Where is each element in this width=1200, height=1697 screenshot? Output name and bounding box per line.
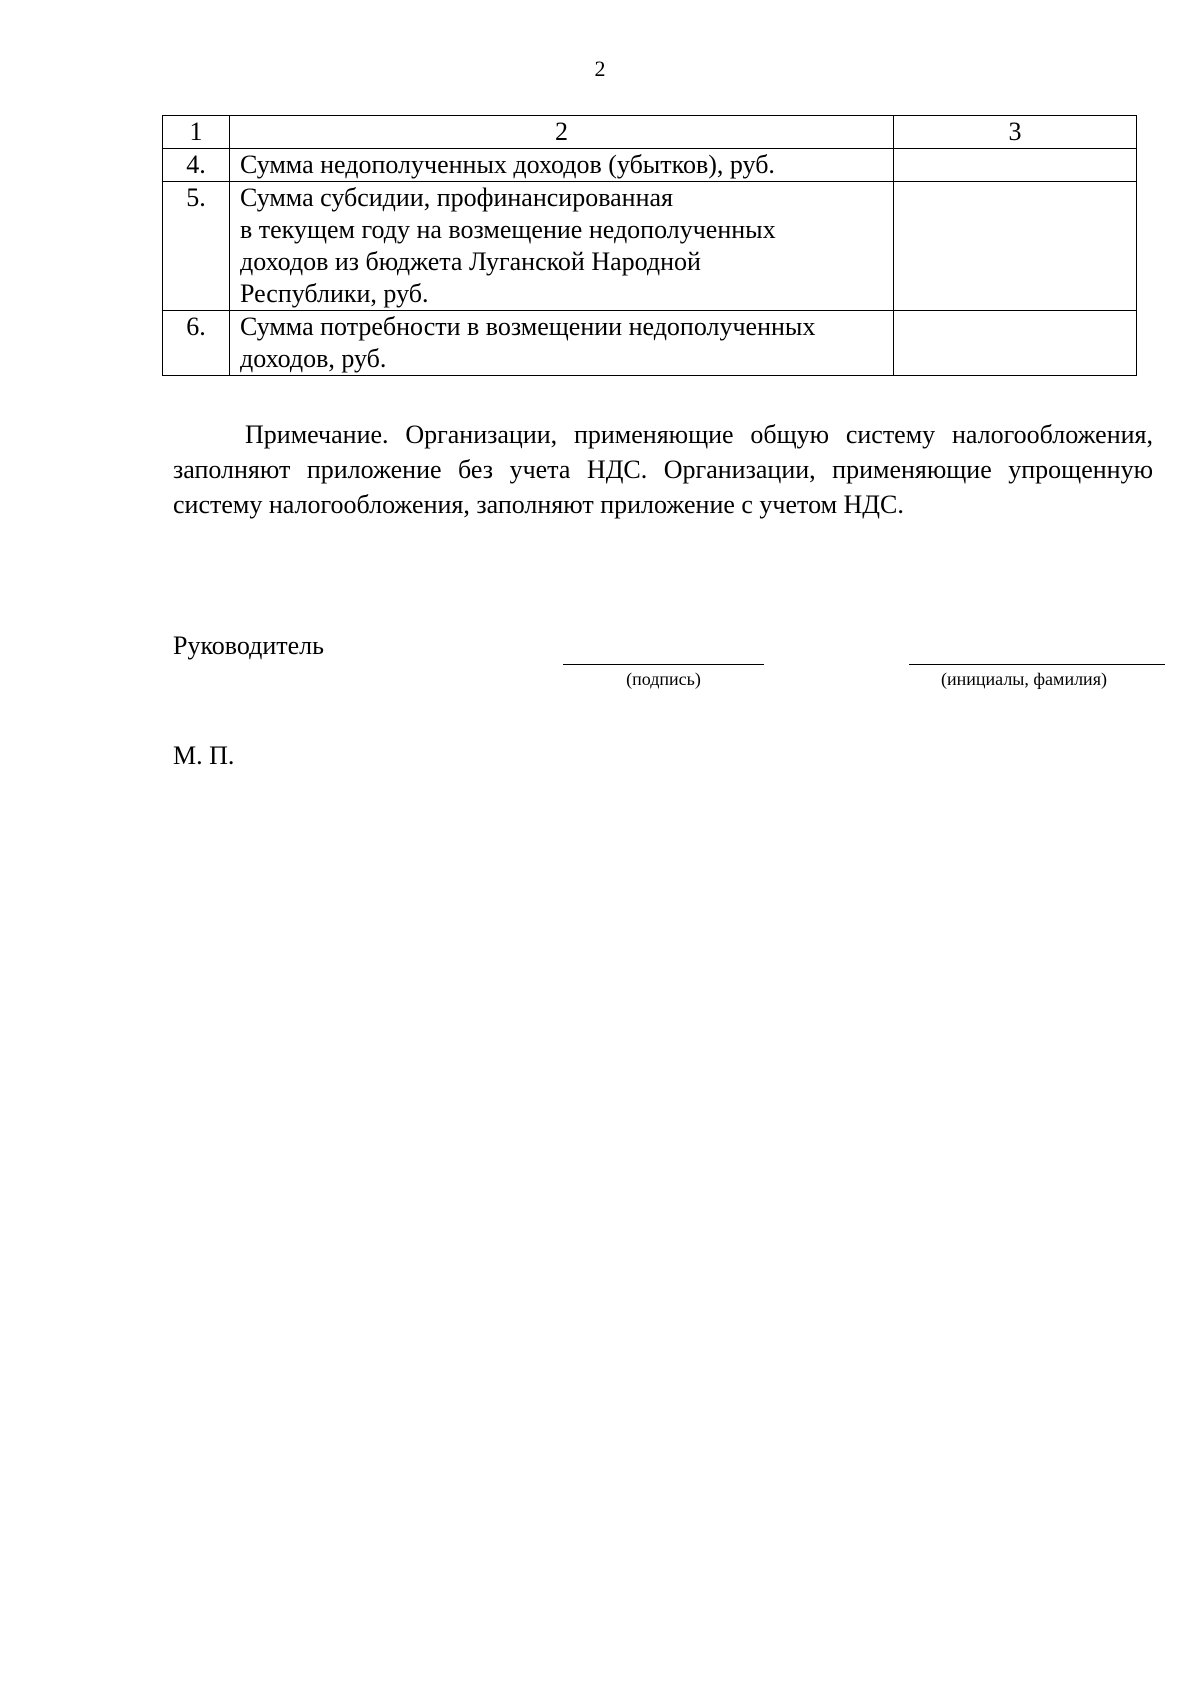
name-caption: (инициалы, фамилия) [941,669,1107,689]
row-description [230,149,894,182]
header-cell-1: 1 [163,116,230,149]
row-description-line: доходов, руб. [240,344,387,373]
row-description-line: Сумма потребности в возмещении недополученных [240,312,816,341]
signature-caption: (подпись) [626,669,701,689]
row-value-cell [894,311,1137,376]
table-row [163,182,1137,311]
head-label: Руководитель [173,631,324,660]
row-description-line: Сумма субсидии, профинансированная [240,183,674,212]
table-header-row [163,116,1137,149]
table-row [163,149,1137,182]
row-number: 4. [163,149,230,182]
row-value-cell [894,182,1137,311]
note-paragraph: Примечание. Организации, применяющие общую систему налогообложения, заполняют приложение без учета НДС. Организации, применяющие упрощенную систему налогообложения, заполняют приложение с учетом НДС. [173,420,1153,519]
signature-line [563,664,764,665]
row-description-line: в текущем году на возмещение недополученных [240,215,776,244]
name-line [909,664,1165,665]
row-number: 6. [163,311,230,376]
row-value-cell [894,149,1137,182]
row-description [230,311,894,376]
stamp-label: М. П. [173,741,235,770]
header-cell-2: 2 [230,116,894,149]
header-cell-3: 3 [894,116,1137,149]
subsidy-table [162,115,1137,376]
row-description-line: Республики, руб. [240,279,429,308]
row-number: 5. [163,182,230,311]
row-description [230,182,894,311]
table-row [163,311,1137,376]
page-number: 2 [594,56,606,81]
row-description-line: доходов из бюджета Луганской Народной [240,247,701,276]
row-description-line: Сумма недополученных доходов (убытков), руб. [240,150,775,179]
